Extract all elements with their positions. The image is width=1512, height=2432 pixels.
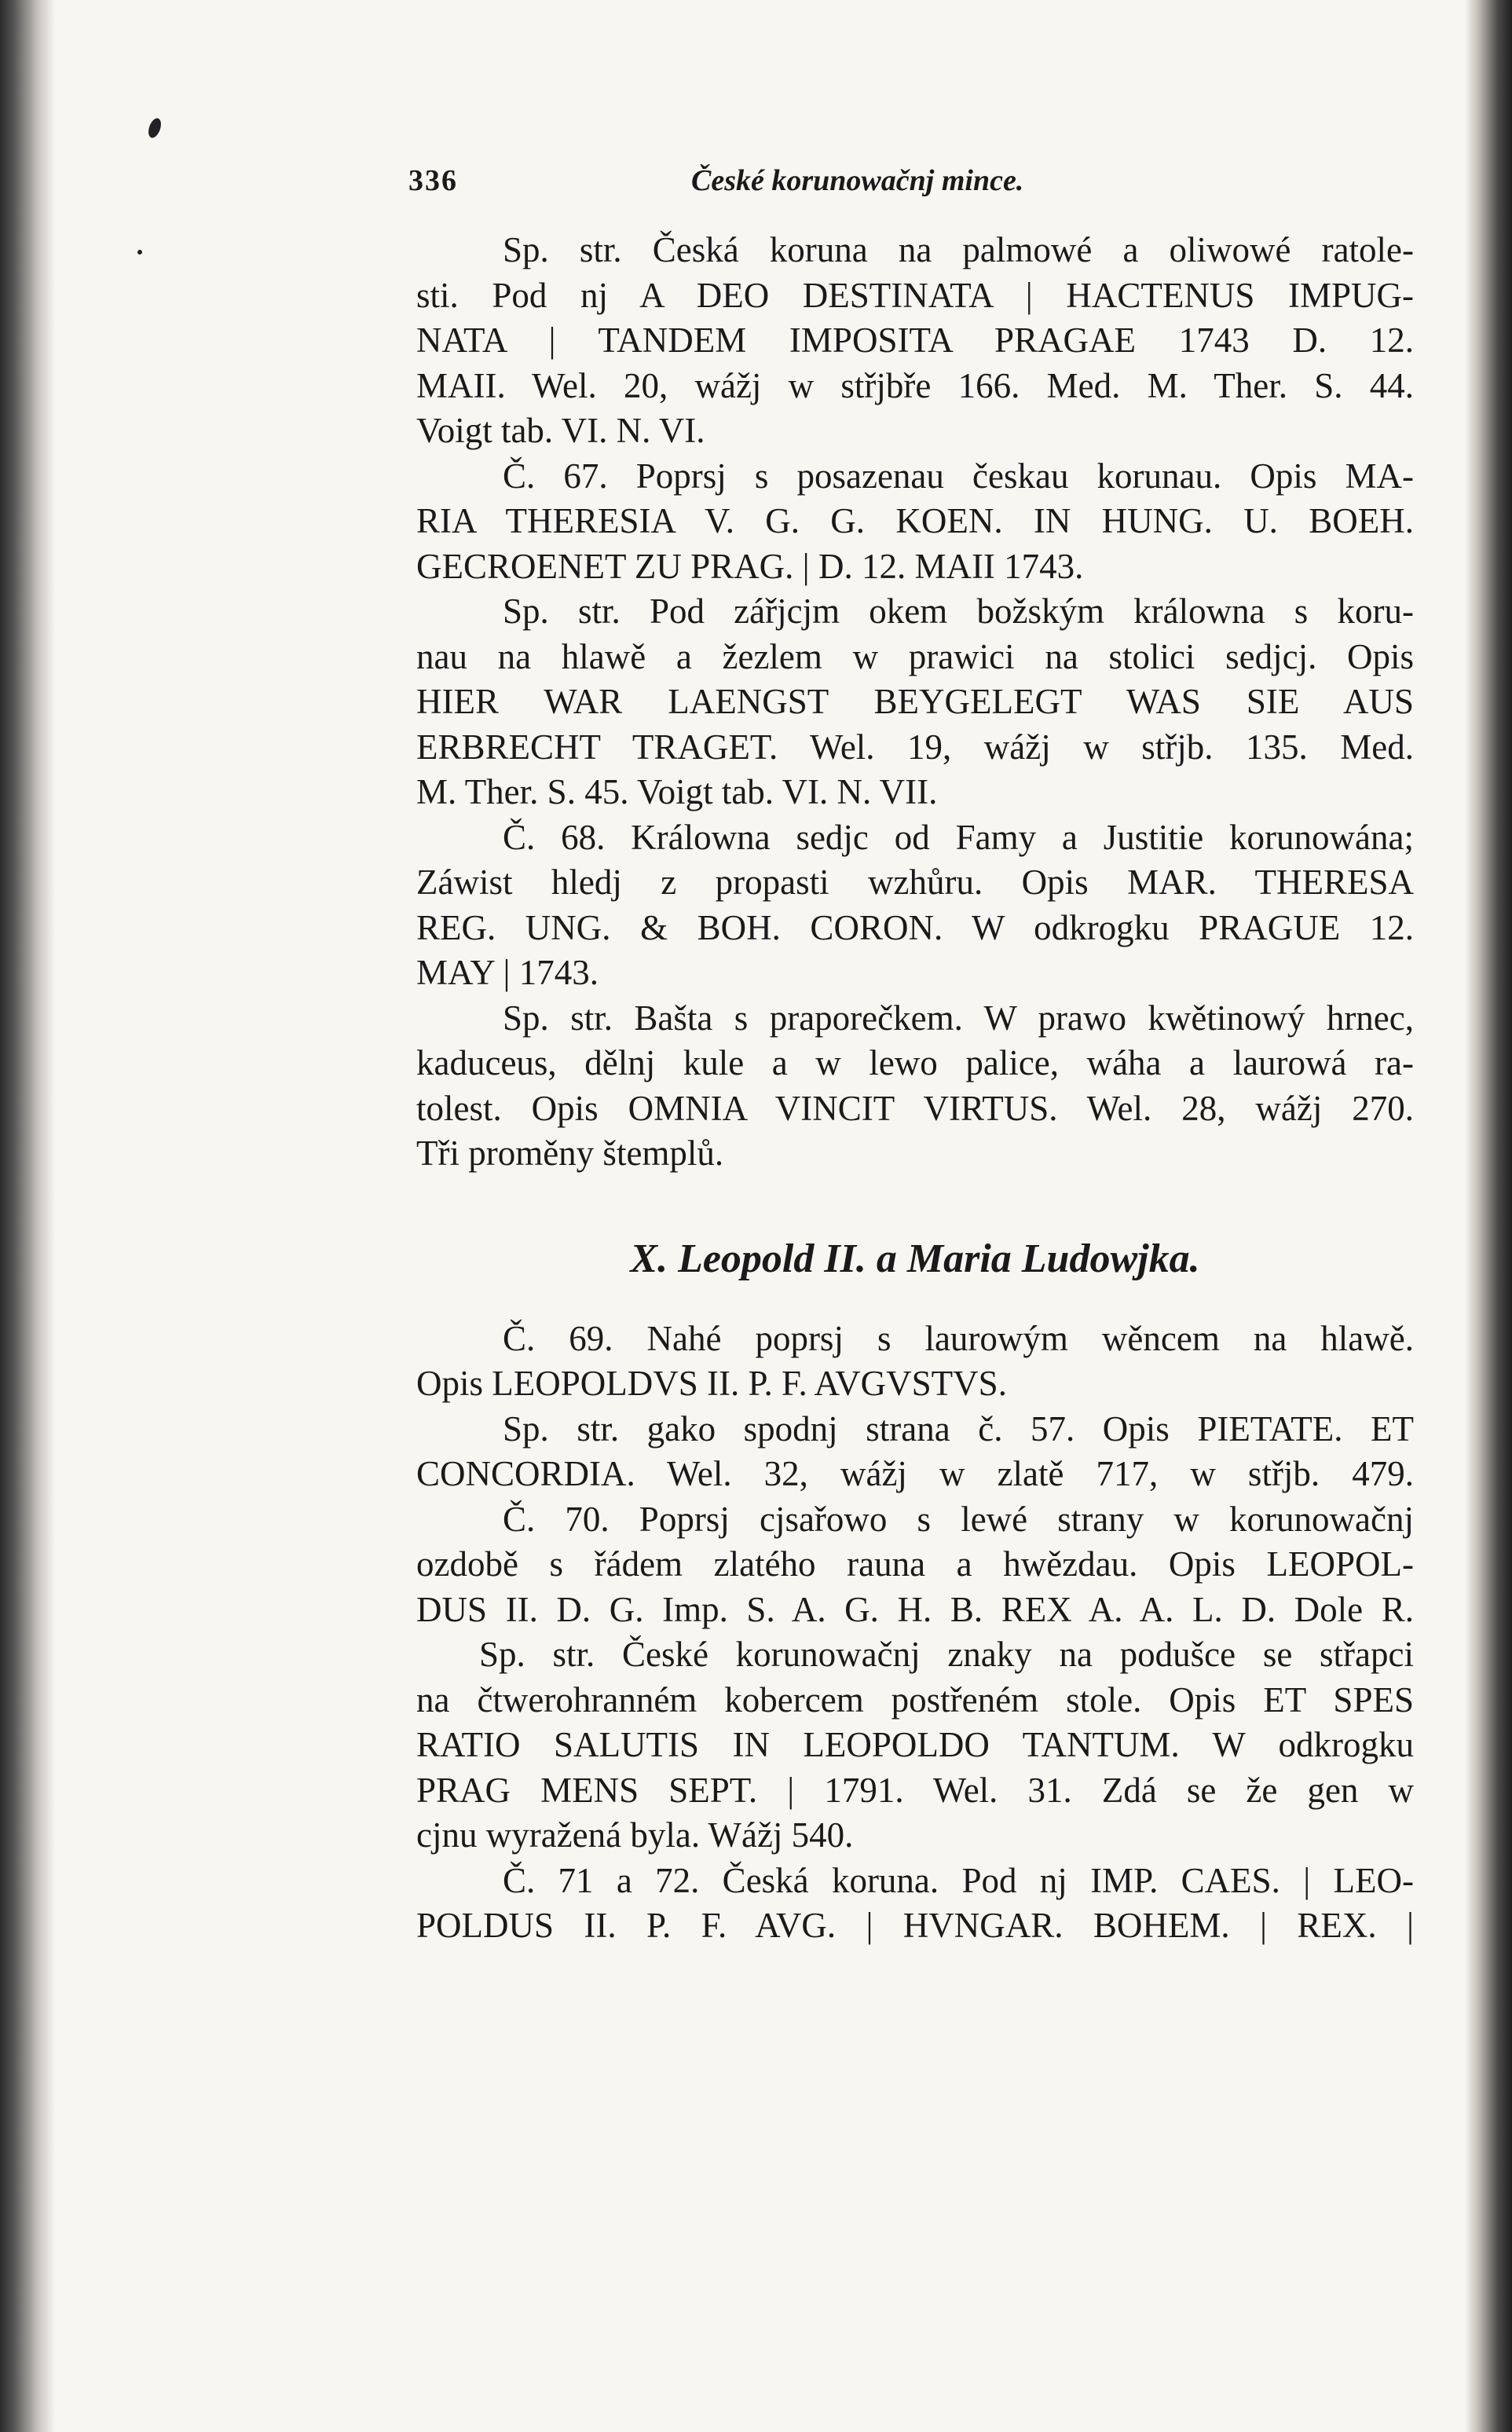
text-line: RATIO SALUTIS IN LEOPOLDO TANTUM. W odkrogku — [416, 1725, 1414, 1764]
text-line: Sp. str. České korunowačnj znaky na podušce se střapci — [479, 1635, 1414, 1674]
text-line: REG. UNG. & BOH. CORON. W odkrogku PRAGUE 12. — [416, 907, 1414, 947]
page-number: 336 — [408, 164, 458, 197]
text-line: na čtwerohranném kobercem postřeném stole. Opis ET SPES — [416, 1679, 1414, 1720]
text-line: PRAG MENS SEPT. | 1791. Wel. 31. Zdá se že gen w — [416, 1770, 1414, 1810]
page-right-edge-shadow — [1465, 0, 1512, 2432]
text-line: Sp. str. gako spodnj strana č. 57. Opis PIETATE. ET — [503, 1408, 1414, 1449]
text-line: Opis LEOPOLDVS II. P. F. AVGVSTVS. — [416, 1364, 1007, 1403]
text-line: Č. 70. Poprsj cjsařowo s lewé strany w korunowačnj — [503, 1499, 1414, 1539]
text-line: sti. Pod nj A DEO DESTINATA | HACTENUS IMPUG- — [416, 275, 1414, 315]
text-line: Voigt tab. VI. N. VI. — [416, 411, 705, 450]
text-line: ERBRECHT TRAGET. Wel. 19, wážj w střjb. 135. Med. — [416, 727, 1414, 767]
text-line: POLDUS II. P. F. AVG. | HVNGAR. BOHEM. | REX. | — [416, 1906, 1414, 1945]
text-line: tolest. Opis OMNIA VINCIT VIRTUS. Wel. 28, wážj 270. — [416, 1088, 1414, 1128]
text-line: Č. 68. Králowna sedjc od Famy a Justitie korunowána; — [503, 817, 1414, 857]
text-line: Sp. str. Česká koruna na palmowé a oliwowé ratole- — [503, 230, 1414, 269]
text-line: Č. 67. Poprsj s posazenau českau korunau. Opis MA- — [503, 456, 1414, 496]
text-line: MAY | 1743. — [416, 953, 599, 992]
text-line: kaduceus, dělnj kule a w lewo palice, wáha a laurowá ra- — [416, 1043, 1414, 1082]
text-line: Č. 69. Nahé poprsj s laurowým wěncem na hlawě. — [503, 1318, 1414, 1358]
body-text — [416, 228, 1414, 1949]
text-line: CONCORDIA. Wel. 32, wážj w zlatě 717, w střjb. 479. — [416, 1454, 1414, 1493]
text-line: HIER WAR LAENGST BEYGELEGT WAS SIE AUS — [416, 682, 1414, 721]
text-line: RIA THERESIA V. G. G. KOEN. IN HUNG. U. BOEH. — [416, 501, 1414, 540]
text-line: NATA | TANDEM IMPOSITA PRAGAE 1743 D. 12. — [416, 320, 1414, 360]
text-line: M. Ther. S. 45. Voigt tab. VI. N. VII. — [416, 772, 938, 811]
running-title: České korunowačnj mince. — [691, 164, 1024, 197]
text-line: MAII. Wel. 20, wážj w střjbře 166. Med. M. Ther. S. 44. — [416, 365, 1414, 405]
running-head — [408, 163, 1414, 203]
ink-speck — [137, 250, 142, 255]
text-line: Tři proměny štemplů. — [416, 1134, 724, 1173]
text-line: cjnu wyražená byla. Wážj 540. — [416, 1815, 854, 1855]
text-line: Záwist hledj z propasti wzhůru. Opis MAR. THERESA — [416, 863, 1414, 902]
text-line: ozdobě s řádem zlatého rauna a hwězdau. Opis LEOPOL- — [416, 1544, 1414, 1584]
section-heading: X. Leopold II. a Maria Ludowjka. — [630, 1236, 1200, 1281]
text-line: DUS II. D. G. Imp. S. A. G. H. B. REX A. A. L. D. Dole R. — [416, 1589, 1414, 1629]
ink-speck — [146, 116, 163, 139]
text-line: Sp. str. Pod zářjcjm okem božským králowna s koru- — [503, 592, 1414, 631]
text-line: Sp. str. Bašta s praporečkem. W prawo kwětinowý hrnec, — [503, 998, 1414, 1038]
page-left-edge-shadow — [0, 0, 55, 2432]
text-line: GECROENET ZU PRAG. | D. 12. MAII 1743. — [416, 546, 1084, 586]
text-line: Č. 71 a 72. Česká koruna. Pod nj IMP. CAES. | LEO- — [503, 1860, 1414, 1900]
text-line: nau na hlawě a žezlem w prawici na stolici sedjcj. Opis — [416, 636, 1414, 676]
